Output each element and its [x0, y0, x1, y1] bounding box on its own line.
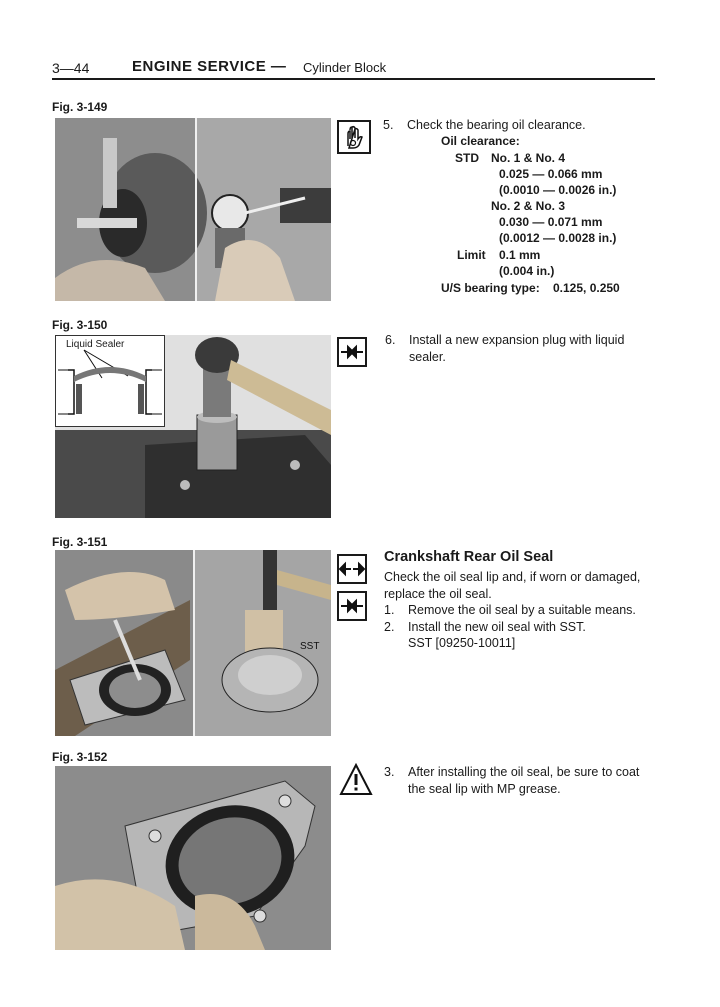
- step-text: After installing the oil seal, be sure to coat: [408, 765, 640, 779]
- header-rule: [52, 78, 655, 80]
- step-text: Install a new expansion plug with liquid: [409, 333, 625, 347]
- step-number: 3.: [384, 765, 395, 779]
- figure-photo-micrometer-bore-gauge: [55, 118, 331, 301]
- std-no23-in: (0.0012 — 0.0028 in.): [499, 231, 617, 245]
- sst-number: SST [09250-10011]: [408, 636, 516, 650]
- std-label: STD: [455, 151, 479, 165]
- chapter-title: ENGINE SERVICE —: [132, 58, 287, 75]
- figure-label: Fig. 3-150: [52, 318, 108, 332]
- step-number: 2.: [384, 620, 395, 634]
- std-no14-in: (0.0010 — 0.0026 in.): [499, 183, 617, 197]
- step-text-cont: sealer.: [409, 350, 446, 364]
- install-arrows-icon: [337, 337, 367, 367]
- section-heading: Crankshaft Rear Oil Seal: [384, 549, 554, 565]
- caution-triangle-icon: [339, 763, 373, 797]
- page-number: 3—44: [52, 60, 90, 76]
- intro-text: Check the oil seal lip and, if worn or damaged,: [384, 570, 641, 584]
- step-text-cont: the seal lip with MP grease.: [408, 782, 561, 796]
- figure-label: Fig. 3-151: [52, 535, 108, 549]
- remove-arrows-icon: [337, 554, 367, 584]
- install-arrows-icon: [337, 591, 367, 621]
- limit-mm: 0.1 mm: [499, 248, 541, 262]
- measure-hand-icon: [337, 120, 371, 154]
- section-subtitle: Cylinder Block: [303, 60, 387, 75]
- figure-photo-oil-seal-removal: [55, 550, 331, 736]
- us-bearing-label: U/S bearing type:: [441, 281, 540, 295]
- step-number: 5.: [383, 118, 394, 132]
- step-text: Install the new oil seal with SST.: [408, 620, 586, 634]
- figure-label: Fig. 3-152: [52, 750, 108, 764]
- step-text: Check the bearing oil clearance.: [407, 118, 586, 132]
- std-no23-mm: 0.030 — 0.071 mm: [499, 215, 603, 229]
- step-number: 6.: [385, 333, 396, 347]
- std-no14-label: No. 1 & No. 4: [491, 151, 566, 165]
- limit-label: Limit: [457, 248, 486, 262]
- figure-label: Fig. 3-149: [52, 100, 108, 114]
- step-number: 1.: [384, 603, 395, 617]
- limit-in: (0.004 in.): [499, 264, 555, 278]
- std-no14-mm: 0.025 — 0.066 mm: [499, 167, 603, 181]
- liquid-sealer-diagram: [55, 335, 165, 427]
- us-bearing-values: 0.125, 0.250: [553, 281, 620, 295]
- oil-clearance-label: Oil clearance:: [441, 134, 520, 148]
- std-no23-label: No. 2 & No. 3: [491, 199, 566, 213]
- figure-photo-seal-lip-grease: [55, 766, 331, 950]
- inset-label: Liquid Sealer: [66, 339, 125, 350]
- sst-callout: SST: [300, 641, 320, 652]
- intro-text-cont: replace the oil seal.: [384, 587, 492, 601]
- step-text: Remove the oil seal by a suitable means.: [408, 603, 636, 617]
